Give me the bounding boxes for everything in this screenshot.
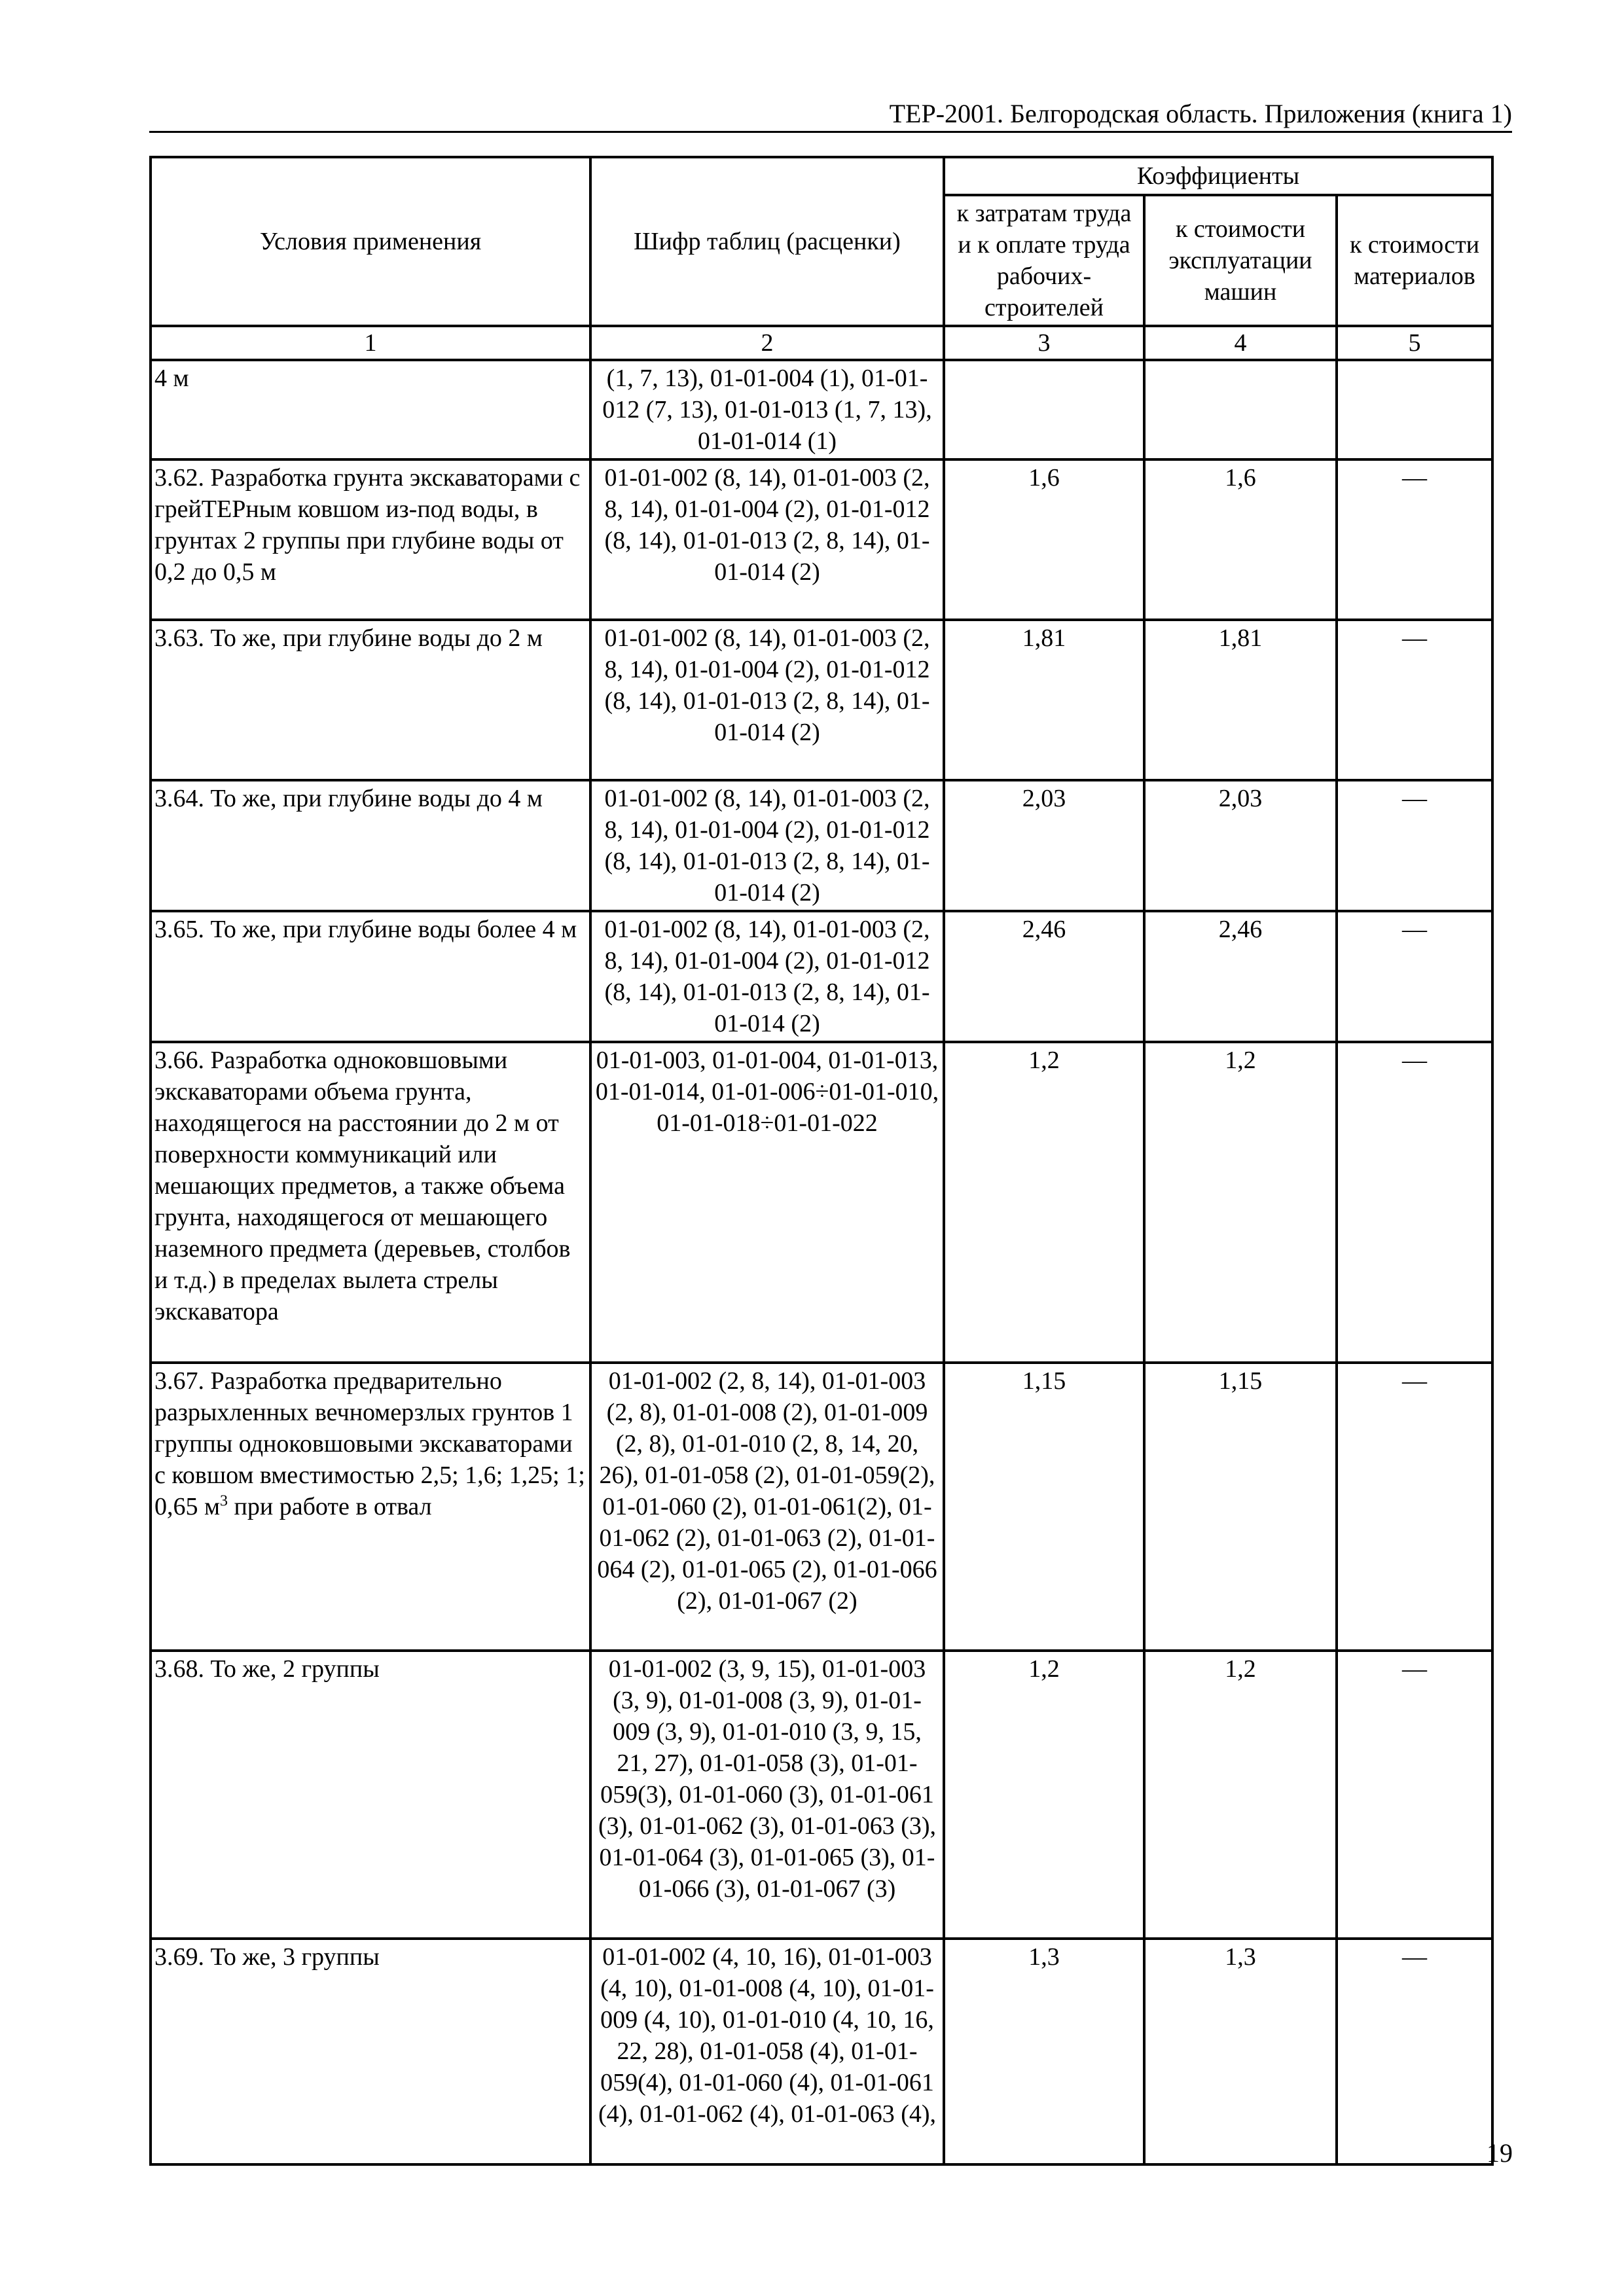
table-row xyxy=(151,780,1492,911)
table-row xyxy=(151,620,1492,780)
row-machines-coef: 2,03 xyxy=(1144,780,1337,911)
row-labor-coef: 1,2 xyxy=(944,1651,1144,1939)
row-labor-coef xyxy=(944,360,1144,459)
row-machines-coef: 1,2 xyxy=(1144,1042,1337,1363)
header-codes: Шифр таблиц (расценки) xyxy=(590,157,944,326)
row-codes: 01-01-002 (8, 14), 01-01-003 (2, 8, 14), 01-01-004 (2), 01-01-012 (8, 14), 01-01-013 (2, 8, 14), 01-01-014 (2) xyxy=(590,911,944,1042)
coefficients-table xyxy=(149,156,1494,2166)
row-labor-coef: 2,46 xyxy=(944,911,1144,1042)
row-labor-coef: 1,6 xyxy=(944,459,1144,620)
row-machines-coef xyxy=(1144,360,1337,459)
row-codes: 01-01-002 (2, 8, 14), 01-01-003 (2, 8), 01-01-008 (2), 01-01-009 (2, 8), 01-01-010 (2, 8, 14, 20, 26), 01-01-058 (2), 01-01-059(2), 01-01-060 (2), 01-01-061(2), 01-01-062 (2), 01-01-063 (2), 01-01-064 (2), 01-01-065 (2), 01-01-066 (2), 01-01-067 (2) xyxy=(590,1363,944,1651)
row-machines-coef: 1,3 xyxy=(1144,1939,1337,2164)
column-number: 1 xyxy=(151,326,590,360)
row-condition-tail: при работе в отвал xyxy=(228,1493,432,1520)
row-condition: 3.63. То же, при глубине воды до 2 м xyxy=(151,620,590,780)
header-labor: к затратам труда и к оплате труда рабочих-строителей xyxy=(944,195,1144,326)
row-codes: 01-01-002 (8, 14), 01-01-003 (2, 8, 14), 01-01-004 (2), 01-01-012 (8, 14), 01-01-013 (2, 8, 14), 01-01-014 (2) xyxy=(590,620,944,780)
row-condition-text: 3.67. Разработка предварительно разрыхленных вечномерзлых грунтов 1 группы одноковшовыми экскаваторами с ковшом вместимостью 2,5; 1,6; 1,25; 1; 0,65 м xyxy=(154,1367,585,1520)
row-codes: 01-01-003, 01-01-004, 01-01-013, 01-01-014, 01-01-006÷01-01-010, 01-01-018÷01-01-022 xyxy=(590,1042,944,1363)
row-materials-coef: — xyxy=(1337,1939,1492,2164)
row-condition: 3.65. То же, при глубине воды более 4 м xyxy=(151,911,590,1042)
superscript-cube: 3 xyxy=(220,1492,228,1510)
row-machines-coef: 1,6 xyxy=(1144,459,1337,620)
row-materials-coef: — xyxy=(1337,1042,1492,1363)
row-materials-coef xyxy=(1337,360,1492,459)
running-header: ТЕР-2001. Белгородская область. Приложения (книга 1) xyxy=(889,99,1512,128)
row-condition: 3.68. То же, 2 группы xyxy=(151,1651,590,1939)
table-row xyxy=(151,1363,1492,1651)
column-number: 5 xyxy=(1337,326,1492,360)
row-machines-coef: 1,15 xyxy=(1144,1363,1337,1651)
table-row xyxy=(151,1651,1492,1939)
row-labor-coef: 2,03 xyxy=(944,780,1144,911)
row-condition: 4 м xyxy=(151,360,590,459)
row-condition: 3.64. То же, при глубине воды до 4 м xyxy=(151,780,590,911)
row-machines-coef: 1,2 xyxy=(1144,1651,1337,1939)
header-materials: к стоимости материалов xyxy=(1337,195,1492,326)
column-number: 2 xyxy=(590,326,944,360)
row-machines-coef: 1,81 xyxy=(1144,620,1337,780)
row-condition: 3.69. То же, 3 группы xyxy=(151,1939,590,2164)
page-number: 19 xyxy=(1487,2138,1513,2168)
row-codes: 01-01-002 (8, 14), 01-01-003 (2, 8, 14), 01-01-004 (2), 01-01-012 (8, 14), 01-01-013 (2, 8, 14), 01-01-014 (2) xyxy=(590,459,944,620)
row-labor-coef: 1,3 xyxy=(944,1939,1144,2164)
table-row xyxy=(151,1939,1492,2164)
row-labor-coef: 1,15 xyxy=(944,1363,1144,1651)
table-row xyxy=(151,459,1492,620)
row-materials-coef: — xyxy=(1337,911,1492,1042)
column-number: 4 xyxy=(1144,326,1337,360)
column-number: 3 xyxy=(944,326,1144,360)
row-materials-coef: — xyxy=(1337,620,1492,780)
header-rule xyxy=(149,131,1512,133)
row-condition xyxy=(151,1363,590,1651)
row-condition: 3.62. Разработка грунта экскаваторами с грейТЕРным ковшом из-под воды, в грунтах 2 группы при глубине воды от 0,2 до 0,5 м xyxy=(151,459,590,620)
header-machines: к стоимости эксплуатации машин xyxy=(1144,195,1337,326)
row-codes: (1, 7, 13), 01-01-004 (1), 01-01-012 (7, 13), 01-01-013 (1, 7, 13), 01-01-014 (1) xyxy=(590,360,944,459)
row-materials-coef: — xyxy=(1337,1363,1492,1651)
table-row xyxy=(151,911,1492,1042)
header-coefficients: Коэффициенты xyxy=(944,157,1492,195)
row-materials-coef: — xyxy=(1337,780,1492,911)
row-materials-coef: — xyxy=(1337,459,1492,620)
table-row xyxy=(151,360,1492,459)
row-materials-coef: — xyxy=(1337,1651,1492,1939)
header-conditions: Условия применения xyxy=(151,157,590,326)
row-codes: 01-01-002 (3, 9, 15), 01-01-003 (3, 9), 01-01-008 (3, 9), 01-01-009 (3, 9), 01-01-010 (3, 9, 15, 21, 27), 01-01-058 (3), 01-01-059(3), 01-01-060 (3), 01-01-061 (3), 01-01-062 (3), 01-01-063 (3), 01-01-064 (3), 01-01-065 (3), 01-01-066 (3), 01-01-067 (3) xyxy=(590,1651,944,1939)
row-condition: 3.66. Разработка одноковшовыми экскаваторами объема грунта, находящегося на расстоянии до 2 м от поверхности коммуникаций или мешающих предметов, а также объема грунта, находящегося от мешающего наземного предмета (деревьев, столбов и т.д.) в пределах вылета стрелы экскаватора xyxy=(151,1042,590,1363)
table-row xyxy=(151,1042,1492,1363)
row-labor-coef: 1,2 xyxy=(944,1042,1144,1363)
row-codes: 01-01-002 (8, 14), 01-01-003 (2, 8, 14), 01-01-004 (2), 01-01-012 (8, 14), 01-01-013 (2, 8, 14), 01-01-014 (2) xyxy=(590,780,944,911)
row-labor-coef: 1,81 xyxy=(944,620,1144,780)
row-machines-coef: 2,46 xyxy=(1144,911,1337,1042)
row-codes: 01-01-002 (4, 10, 16), 01-01-003 (4, 10), 01-01-008 (4, 10), 01-01-009 (4, 10), 01-01-010 (4, 10, 16, 22, 28), 01-01-058 (4), 01-01-059(4), 01-01-060 (4), 01-01-061 (4), 01-01-062 (4), 01-01-063 (4), xyxy=(590,1939,944,2164)
